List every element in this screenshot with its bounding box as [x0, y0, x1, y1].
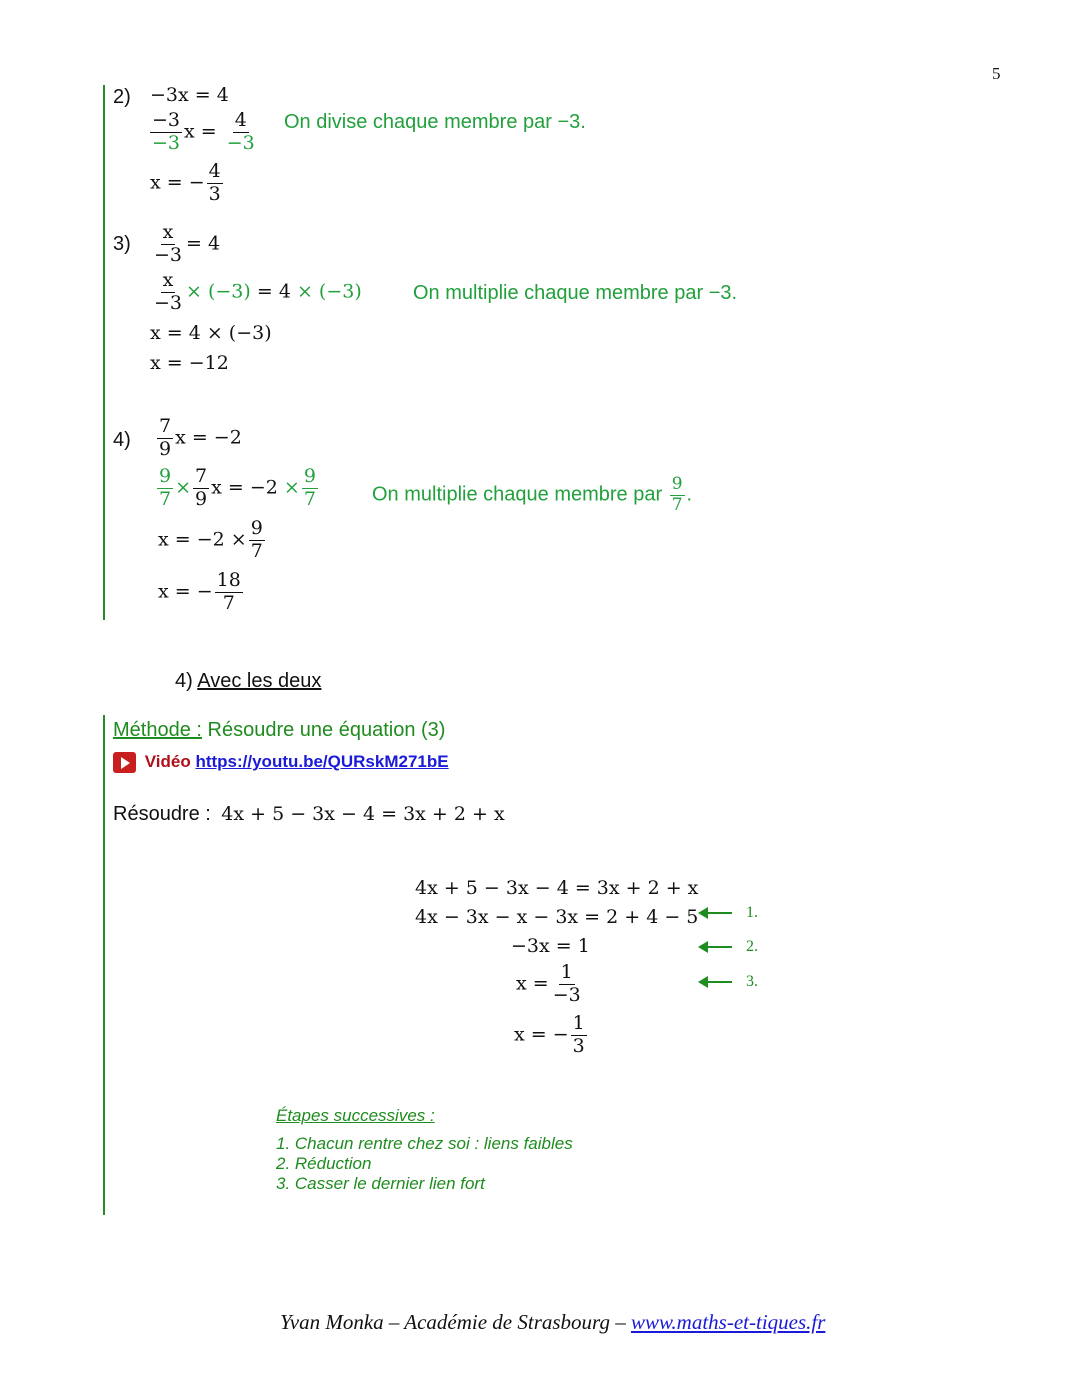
solution-line2: 4x − 3x − x − 3x = 2 + 4 − 5 — [415, 906, 699, 928]
den: 7 — [250, 539, 263, 562]
times: × — [175, 476, 192, 499]
method-title: Résoudre une équation (3) — [207, 719, 446, 741]
ex4-label: 4) — [113, 429, 131, 451]
footer — [280, 1310, 825, 1335]
den: 9 — [159, 437, 172, 460]
green-factor: × (−3) — [296, 280, 362, 303]
num: −3 — [152, 109, 181, 131]
steps-title: Étapes successives : — [276, 1106, 435, 1125]
den: −3 — [552, 983, 581, 1006]
green-factor: × (−3) — [186, 280, 251, 303]
den: −3 — [154, 291, 183, 314]
mid: = 4 — [256, 280, 291, 303]
ex3-comment: On multiplie chaque membre par −3. — [413, 282, 738, 304]
step-item: 2. Réduction — [276, 1154, 372, 1173]
num: 1 — [560, 961, 573, 983]
den: 7 — [671, 494, 683, 515]
num: 7 — [195, 465, 208, 487]
step-arrow-label: 2. — [746, 938, 758, 955]
ex4-line3 — [158, 518, 267, 563]
pre: x = −2 × — [158, 528, 247, 551]
ex4-comment — [372, 475, 692, 515]
section-number: 4) — [175, 670, 193, 692]
problem-label: Résoudre : — [113, 803, 211, 825]
den: −3 — [154, 243, 183, 266]
ex2-line2 — [148, 110, 259, 155]
page-number: 5 — [992, 64, 1001, 83]
youtube-play-icon — [113, 752, 136, 773]
ex2-line3 — [150, 161, 225, 206]
left-arrow-icon — [702, 912, 732, 914]
post: = 4 — [186, 232, 221, 255]
num: x — [162, 269, 174, 291]
ex4-line4 — [158, 570, 245, 615]
ex3-line3: x = 4 × (−3) — [150, 322, 272, 344]
ex3-label: 3) — [113, 233, 131, 255]
video-link[interactable]: https://youtu.be/QURskM271bE — [195, 752, 449, 771]
den: 7 — [222, 591, 235, 614]
num: 7 — [159, 415, 172, 437]
num: 9 — [671, 474, 683, 494]
footer-link[interactable]: www.maths-et-tiques.fr — [630, 1310, 826, 1334]
pre: x = − — [150, 171, 205, 194]
pre: x = — [516, 972, 549, 995]
post: x = −2 — [175, 426, 242, 449]
video-label: Vidéo — [144, 752, 191, 771]
num: 9 — [159, 465, 172, 487]
solution-line5 — [514, 1013, 589, 1058]
ex3-line4: x = −12 — [150, 352, 229, 374]
den: 7 — [303, 487, 316, 510]
num: 4 — [208, 160, 221, 182]
ex3-line1 — [150, 222, 220, 267]
solution-line4 — [516, 962, 585, 1007]
dot: . — [686, 483, 693, 506]
num: 9 — [303, 465, 316, 487]
step-arrow-label: 1. — [746, 904, 758, 921]
den: 9 — [195, 487, 208, 510]
footer-text: Yvan Monka – Académie de Strasbourg – — [280, 1310, 631, 1334]
ex2-line1: −3x = 4 — [150, 84, 229, 106]
method-label: Méthode : — [113, 719, 202, 741]
problem-equation: 4x + 5 − 3x − 4 = 3x + 2 + x — [221, 803, 505, 825]
step-item: 1. Chacun rentre chez soi : liens faibles — [276, 1134, 573, 1153]
ex4-line1 — [155, 416, 242, 461]
num: 4 — [234, 109, 247, 131]
mid: x = — [184, 120, 217, 143]
num: x — [162, 221, 174, 243]
pre: x = − — [514, 1023, 569, 1046]
solution-line3: −3x = 1 — [511, 935, 590, 957]
left-arrow-icon — [702, 981, 732, 983]
num: 1 — [572, 1012, 585, 1034]
num: 18 — [216, 569, 241, 591]
left-arrow-icon — [702, 946, 732, 948]
video-line — [113, 752, 449, 773]
ex2-comment: On divise chaque membre par −3. — [284, 111, 586, 133]
section-title: Avec les deux — [197, 670, 322, 692]
solution-line1: 4x + 5 − 3x − 4 = 3x + 2 + x — [415, 877, 699, 899]
pre: x = − — [158, 580, 213, 603]
problem-statement — [113, 803, 505, 826]
ex2-label: 2) — [113, 86, 131, 108]
ex4-line2 — [155, 466, 320, 511]
step-arrow-1 — [702, 904, 758, 922]
den: −3 — [152, 131, 181, 154]
step-item: 3. Casser le dernier lien fort — [276, 1174, 485, 1193]
den: −3 — [226, 131, 255, 154]
times: × — [283, 476, 300, 499]
section-heading — [175, 670, 321, 693]
ex3-line2 — [150, 270, 362, 315]
text: On multiplie chaque membre par — [372, 483, 663, 506]
step-arrow-label: 3. — [746, 973, 758, 990]
step-arrow-3 — [702, 973, 758, 991]
num: 9 — [250, 517, 263, 539]
method-border — [103, 715, 105, 1215]
steps-box — [276, 1106, 573, 1194]
mid: x = −2 — [211, 476, 278, 499]
example-border — [103, 85, 105, 620]
step-arrow-2 — [702, 938, 758, 956]
den: 3 — [572, 1034, 585, 1057]
den: 3 — [208, 182, 221, 205]
method-heading — [113, 719, 445, 742]
den: 7 — [159, 487, 172, 510]
